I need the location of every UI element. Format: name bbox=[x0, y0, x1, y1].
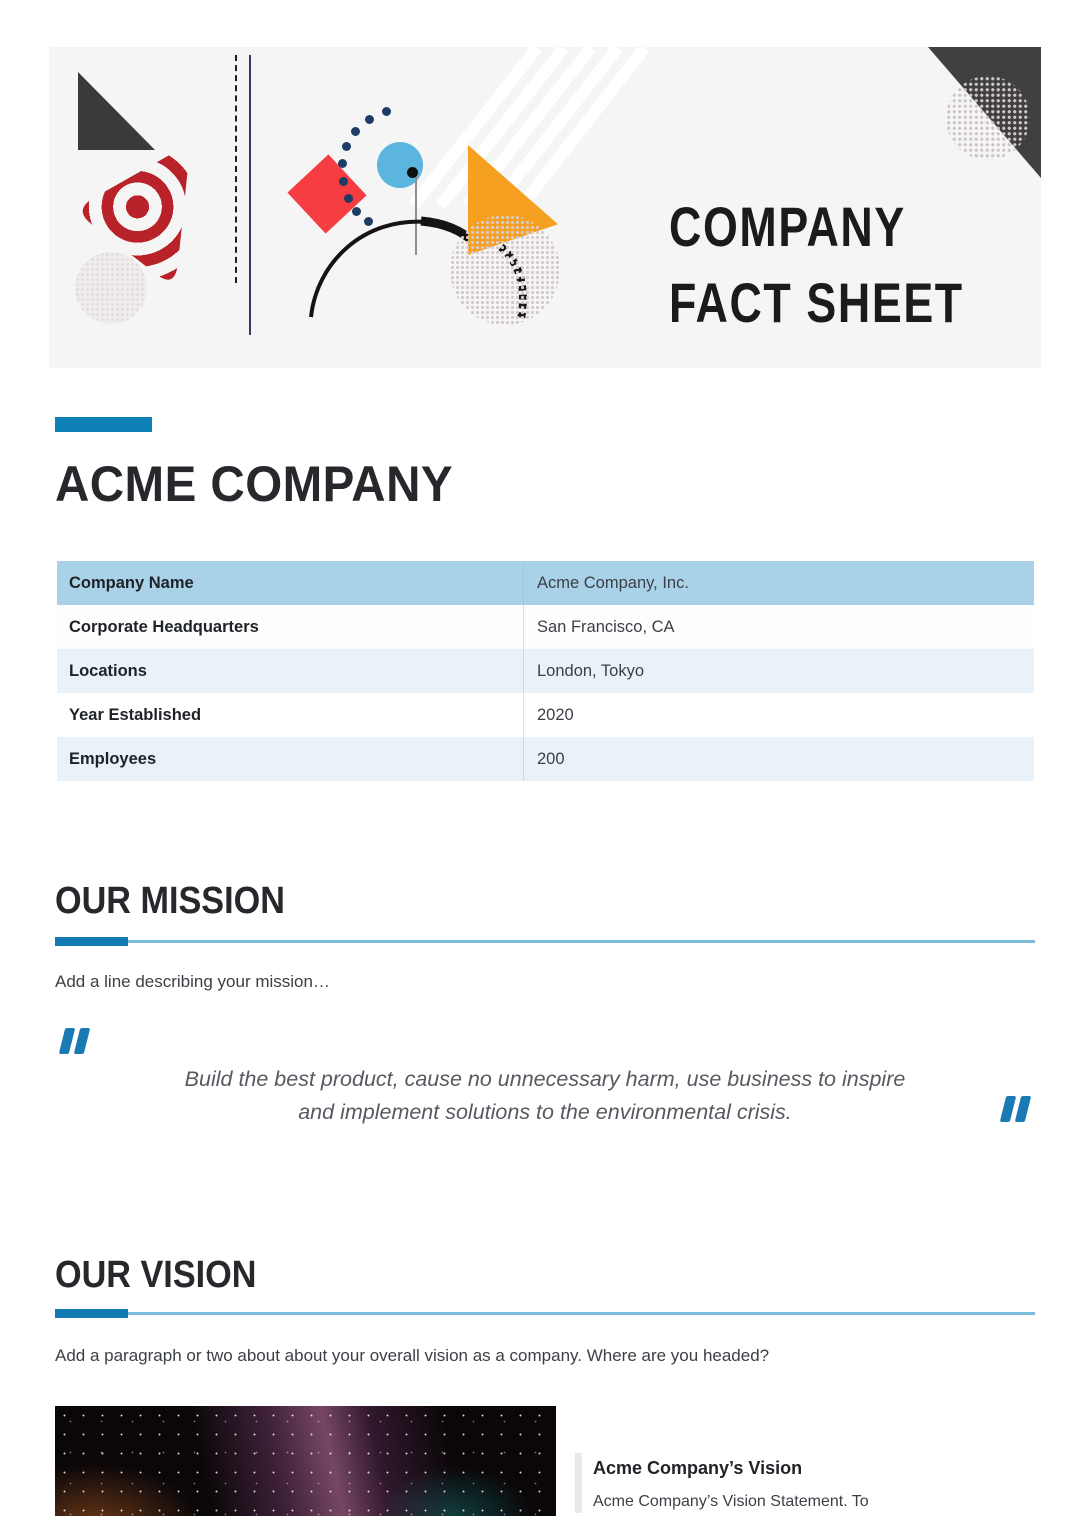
halftone-circle-bottom bbox=[450, 215, 560, 325]
section-divider bbox=[55, 1309, 1035, 1318]
page-title: ACME COMPANY bbox=[55, 456, 454, 512]
table-row-value: San Francisco, CA bbox=[523, 605, 1034, 649]
vision-intro: Add a paragraph or two about about your overall vision as a company. Where are you headed? bbox=[55, 1346, 770, 1365]
vision-card-title: Acme Company’s Vision bbox=[593, 1458, 803, 1478]
table-row bbox=[57, 737, 1034, 781]
table-row-label: Year Established bbox=[69, 706, 202, 724]
mission-quote-line2: and implement solutions to the environmental crisis. bbox=[298, 1100, 792, 1124]
section-divider bbox=[55, 937, 1035, 946]
mission-heading: OUR MISSION bbox=[55, 880, 285, 922]
mission-quote bbox=[80, 1063, 1010, 1129]
table-row bbox=[57, 605, 1034, 649]
table-row-label: Company Name bbox=[69, 574, 194, 592]
table-row-label: Employees bbox=[69, 750, 157, 768]
mission-quote-line1: Build the best product, cause no unnecessary harm, use business to inspire bbox=[184, 1067, 906, 1091]
table-row bbox=[57, 693, 1034, 737]
table-row-value: Acme Company, Inc. bbox=[523, 561, 1034, 605]
banner-title-line2: FACT SHEET bbox=[669, 271, 964, 334]
vision-heading: OUR VISION bbox=[55, 1254, 257, 1296]
table-row-label: Corporate Headquarters bbox=[69, 618, 259, 636]
halftone-circle-corner bbox=[946, 76, 1030, 160]
table-row-label: Locations bbox=[69, 662, 147, 680]
banner-title-line1: COMPANY bbox=[669, 195, 906, 258]
open-quote-icon bbox=[62, 1028, 87, 1054]
facts-table bbox=[57, 561, 1034, 781]
vision-card-accent-bar bbox=[575, 1453, 582, 1513]
close-quote-icon bbox=[1003, 1096, 1028, 1122]
vision-card-text: Acme Company’s Vision Statement. To bbox=[593, 1493, 869, 1510]
mission-intro: Add a line describing your mission… bbox=[55, 972, 330, 991]
table-row bbox=[57, 561, 1034, 605]
table-row bbox=[57, 649, 1034, 693]
accent-bar bbox=[55, 417, 152, 432]
header-banner bbox=[49, 47, 1041, 368]
table-row-value: London, Tokyo bbox=[523, 649, 1034, 693]
table-row-value: 2020 bbox=[523, 693, 1034, 737]
banner-title bbox=[669, 189, 1005, 341]
table-row-value: 200 bbox=[523, 737, 1034, 781]
